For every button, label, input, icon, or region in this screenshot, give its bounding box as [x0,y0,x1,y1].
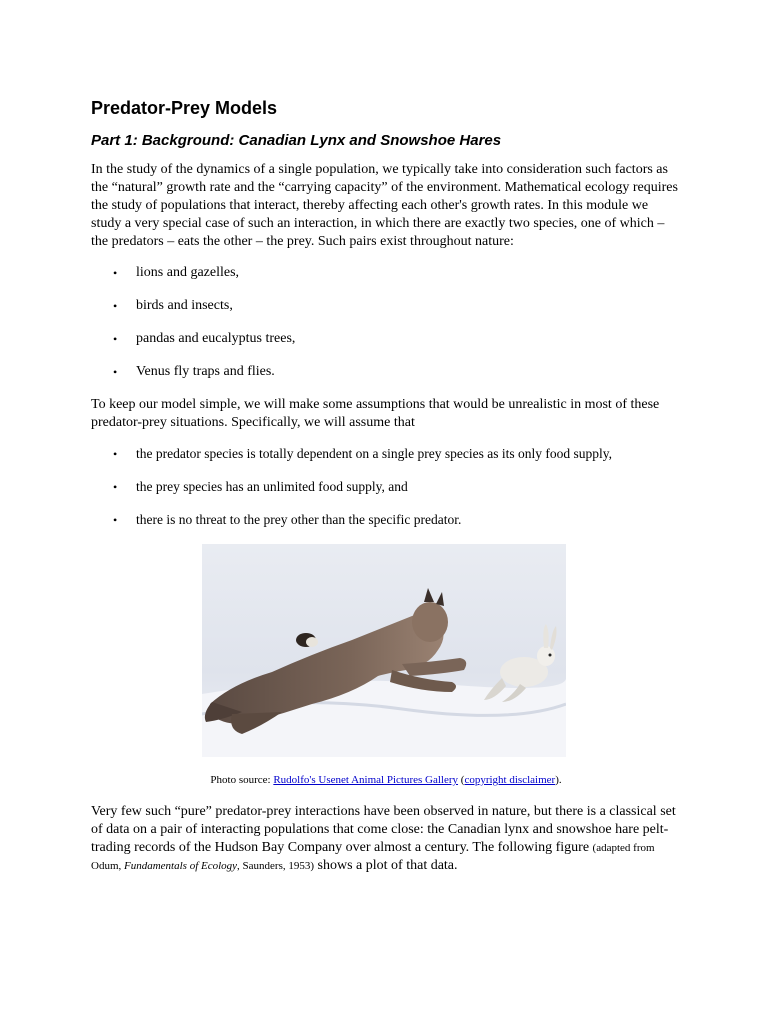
list-item: • there is no threat to the prey other than the specific predator. [113,512,462,527]
assumptions-list [91,445,681,529]
bullet-icon: • [113,480,118,494]
lynx-chasing-hare-illustration [202,544,566,757]
bullet-icon: • [113,447,118,461]
pairs-list [91,264,681,381]
document-page [91,96,681,875]
bullet-icon: • [113,513,118,527]
copyright-disclaimer-link[interactable]: copyright disclaimer [464,774,556,786]
assumption-paragraph: To keep our model simple, we will make some assumptions that would be unrealistic in most of these predator-prey situations. Specifically, we will assume that [91,397,660,430]
list-item: • birds and insects, [113,298,233,313]
list-item: • the predator species is totally dependent on a single prey species as its only food supply, [113,446,613,461]
intro-paragraph: In the study of the dynamics of a single population, we typically take into consideration such factors as the “natural” growth rate and the “carrying capacity” of the environment. Mathematical ecology requires the study of populations that interact, thereby affecting each other's growth rates. In this module we study a very special case of such an interaction, in which there are exactly two species, one of which – the predators – eats the other – the prey. Such pairs exist throughout nature: [91,162,678,249]
section-heading: Part 1: Background: Canadian Lynx and Snowshoe Hares [91,132,502,149]
list-item: • the prey species has an unlimited food supply, and [113,479,408,494]
photo-source-link[interactable]: Rudolfo's Usenet Animal Pictures Gallery [273,774,459,786]
final-paragraph: Very few such “pure” predator-prey interactions have been observed in nature, but there is a classical set of data on a pair of interacting populations that come close: the Canadian lynx and snowshoe hare pelt-trading records of the Hudson Bay Company over almost a century. The following figure (adapted from Odum, Fundamentals of Ecology, Saunders, 1953) shows a plot of that data. [91,804,676,873]
list-item: • lions and gazelles, [113,265,240,280]
bullet-icon: • [113,332,118,346]
page-title: Predator-Prey Models [91,98,278,118]
bullet-icon: • [113,266,118,280]
bullet-icon: • [113,299,118,313]
photo-caption: Photo source: Rudolfo's Usenet Animal Pictures Gallery (copyright disclaimer). [210,774,562,786]
lynx-hare-photo [202,544,566,757]
bullet-icon: • [113,365,118,379]
list-item: • Venus fly traps and flies. [113,364,275,379]
list-item: • pandas and eucalyptus trees, [113,331,296,346]
